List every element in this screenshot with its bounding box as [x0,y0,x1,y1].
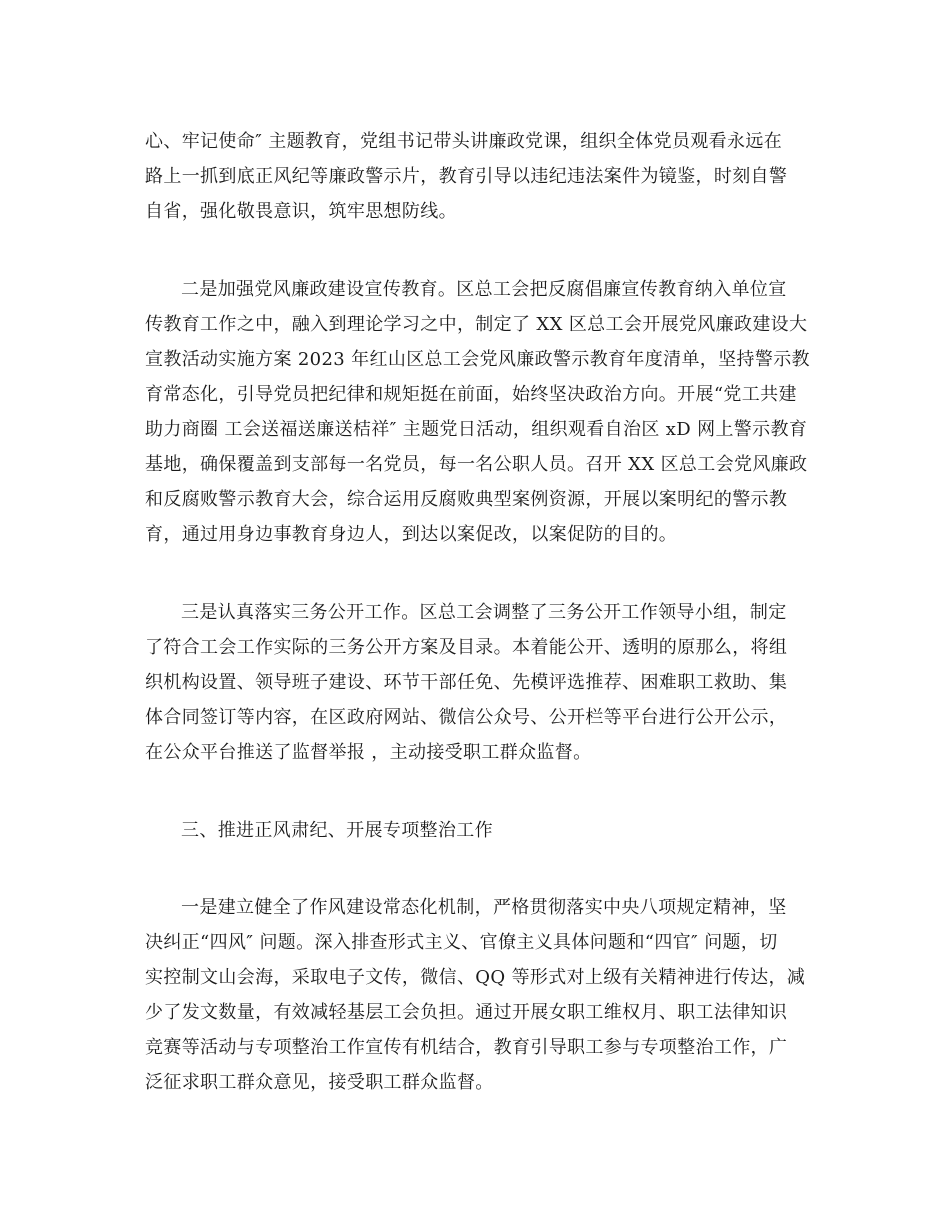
paragraph-2-line-2: 传教育工作之中，融入到理论学习之中，制定了 XX 区总工会开展党风廉政建设大 [145,314,808,335]
paragraph-2-line-1: 二是加强党风廉政建设宣传教育。区总工会把反腐倡廉宣传教育纳入单位宣 [181,279,787,300]
paragraph-3-line-4: 体合同签订等内容，在区政府网站、微信公众号、公开栏等平台进行公开公示， [145,707,788,728]
paragraph-2-line-7: 和反腐败警示教育大会，综合运用反腐败典型案例资源，开展以案明纪的警示教 [145,489,788,510]
paragraph-4-line-3: 实控制文山会海，采取电子文传，微信、QQ 等形式对上级有关精神进行传达，减 [145,967,806,988]
paragraph-4-line-2: 决纠正“四风″ 问题。深入排查形式主义、官僚主义具体问题和“四官″ 问题，切 [145,932,778,953]
paragraph-3-line-5: 在公众平台推送了监督举报 ，主动接受职工群众监督。 [145,742,592,763]
paragraph-1-line-2: 路上一抓到底正风纪等廉政警示片，教育引导以违纪违法案件为镜鉴，时刻自警 [145,166,788,187]
paragraph-3-line-3: 织机构设置、领导班子建设、环节干部任免、先模评选推荐、困难职工救助、集 [145,672,788,693]
paragraph-2-line-3: 宣教活动实施方案 2023 年红山区总工会党风廉政警示教育年度清单，坚持警示教 [145,349,810,370]
paragraph-4-line-1: 一是建立健全了作风建设常态化机制，严格贯彻落实中央八项规定精神，坚 [181,897,787,918]
section-heading-3: 三、推进正风肃纪、开展专项整治工作 [181,820,493,841]
paragraph-2-line-5: 助力商圈 工会送福送廉送桔祥″ 主题党日活动，组织观看自治区 xD 网上警示教育 [145,419,808,440]
paragraph-3-line-1: 三是认真落实三务公开工作。区总工会调整了三务公开工作领导小组，制定 [181,602,787,623]
paragraph-4-line-4: 少了发文数量，有效减轻基层工会负担。通过开展女职工维权月、职工法律知识 [145,1002,788,1023]
paragraph-3-line-2: 了符合工会工作实际的三务公开方案及目录。本着能公开、透明的原那么，将组 [145,637,788,658]
paragraph-4-line-5: 竞赛等活动与专项整治工作宣传有机结合，教育引导职工参与专项整治工作，广 [145,1037,788,1058]
paragraph-2-line-8: 育，通过用身边事教育身边人，到达以案促改，以案促防的目的。 [145,524,678,545]
paragraph-1-line-1: 心、牢记使命″ 主题教育，党组书记带头讲廉政党课，组织全体党员观看永远在 [145,131,783,152]
paragraph-4-line-6: 泛征求职工群众意见，接受职工群众监督。 [145,1072,494,1093]
paragraph-2-line-4: 育常态化，引导党员把纪律和规矩挺在前面，始终坚决政治方向。开展“党工共建 [145,384,797,405]
paragraph-1-line-3: 自省，强化敬畏意识，筑牢思想防线。 [145,201,457,222]
paragraph-2-line-6: 基地，确保覆盖到支部每一名党员，每一名公职人员。召开 XX 区总工会党风廉政 [145,454,808,475]
